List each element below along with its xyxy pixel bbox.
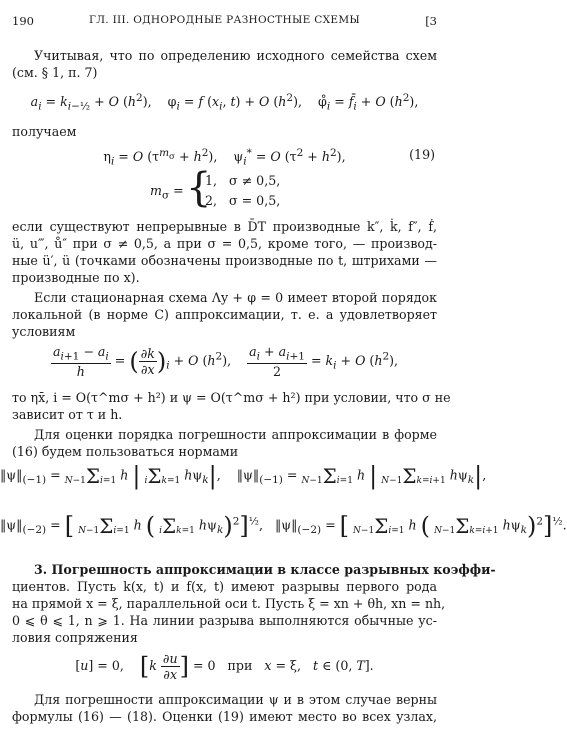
section-number: [3 <box>425 14 437 28</box>
formula-conditions: $\frac{a_{i+1} - a_i}{h}$ = ( $\frac{\partial k}{\partial x}$ )$_i + O$ $(h^2)$, $\frac{a_i + a_{i+1}}{2}$ = $k_i + O$ $(h^2)$, <box>52 344 399 379</box>
formula-orders: $\eta_i = O$ $(\tau^{m_\sigma} + h^2)$, $\psi_i^* = O$ $(\tau^2 + h^2)$, <box>103 147 346 168</box>
formula-coefficients: $a_i = k_{i-\frac{1}{2}} + O$ $(h^2)$, $\varphi_i = f$ ($x_i$, t) + O $(h^2)$, $\varphi̊_i$ = $f̄_i + O$ $(h^2)$, <box>30 92 419 113</box>
text-line: условиям <box>12 324 76 339</box>
formula-norm-minus-1: $‖\psi‖_{(-1)} = N-1\Sigma i=1$ h | iΣk=1 $h\psi_k|$, $‖\psi‖_{(-1)} = N-1\Sigma i=1$ h | N−1Σk=i+1 $h\psi_k|$, <box>0 462 487 490</box>
text-line: производные по x). <box>12 270 140 285</box>
text-line: ные ü′, ü (точками обозначены производные по t, штрихами — <box>12 253 437 268</box>
text-line: получаем <box>12 124 77 139</box>
section-heading: 3. Погрешность аппроксимации в классе разрывных коэффи- <box>34 562 496 577</box>
text-line: если существуют непрерывные в D̄T производные k″, k̇, f″, ḟ, <box>12 219 437 234</box>
page-number: 190 <box>12 14 34 28</box>
text-line: на прямой x = ξ, параллельной оси t. Пусть ξ = xn + θh, xn = nh, <box>12 596 446 611</box>
running-header <box>0 14 449 30</box>
text-line: локальной (в норме C) аппроксимации, т. е. a удовлетворяет <box>12 307 437 322</box>
chapter-title: ГЛ. III. ОДНОРОДНЫЕ РАЗНОСТНЫЕ СХЕМЫ <box>88 14 361 26</box>
text-line: ü, u‴, ů″ при σ ≠ 0,5, а при σ = 0,5, кроме того, — производ- <box>12 236 437 251</box>
text-line: Если стационарная схема Λy + φ = 0 имеет второй порядок <box>34 290 437 305</box>
text-line: Учитывая, что по определению исходного семейства схем <box>34 48 437 63</box>
text-line: Для оценки порядка погрешности аппроксимации в форме <box>34 427 437 442</box>
text-line: то ηx̄, i = O(τ^mσ + h²) и ψ = O(τ^mσ + h²) при условии, что σ не <box>12 390 451 405</box>
text-line: зависит от τ и h. <box>12 407 123 422</box>
text-line: формулы (16) — (18). Оценки (19) имеют место во всех узлах, <box>12 709 437 724</box>
text-line: 0 ⩽ θ ⩽ 1, n ⩾ 1. На линии разрыва выполняются обычные ус- <box>12 613 437 628</box>
text-line: ловия сопряжения <box>12 630 138 645</box>
book-page: 190 ГЛ. III. ОДНОРОДНЫЕ РАЗНОСТНЫЕ СХЕМЫ [3 Учитывая, что по определению исходного семейства схем (см. § 1, п. 7) $a_i = k_{i-\frac{1}{2}} + O$ $(h^2)$, $\varphi_i = f$ ($x_i$, t) + O $(h^2)$, $\varphi̊_i$ = $f̄_i + O$ $(h^2)$, получаем $\eta_i = O$ $(\tau^{m_\sigma} + h^2)$, $\psi_i^* = O$ $(\tau^2 + h^2)$, (19) $m_\sigma$ = { 1, σ ≠ 0,5, 2, σ = 0,5, если существуют непрерывные в D̄T производные k″, k̇, f″, ḟ, ü, u‴, ů″ при σ ≠ 0,5, а при σ = 0,5, кроме того, — производ- ные ü′, ü (точками обозначены производные по t, штрихами — производные по x). Если стационарная схема Λy + φ = 0 имеет второй порядок локальной (в норме C) аппроксимации, т. е. a удовлетворяет условиям $\frac{a_{i+1} - a_i}{h}$ = ( $\frac{\partial k}{\partial x}$ )$_i + O$ $(h^2)$, $\frac{a_i + a_{i+1}}{2}$ = $k_i + O$ $(h^2)$, то ηx̄, i = O(τ^mσ + h²) и ψ = O(τ^mσ + h²) при условии, что σ не зависит от τ и h. Для оценки порядка погрешности аппроксимации в форме (16) будем пользоваться нормами $‖\psi‖_{(-1)} = N-1\Sigma i=1$ h | iΣk=1 $h\psi_k|$, $‖\psi‖_{(-1)} = N-1\Sigma i=1$ h | N−1Σk=i+1 $h\psi_k|$, $‖\psi‖_{(-2)}$ = [ N−1Σi=1 h ( iΣk=1 $h\psi_k)^2]^{\frac{1}{2}}$, $‖\psi‖_{(-2)}$ = [ N−1Σi=1 h ( N−1Σk=i+1 $h\psi_k)^2]^{\frac{1}{2}}$. 3. Погрешность аппроксимации в классе разрывных коэффи- циентов. Пусть k(x, t) и f(x, t) имеют разрывы первого рода на прямой x = ξ, параллельной оси t. Пусть ξ = xn + θh, xn = nh, 0 ⩽ θ ⩽ 1, n ⩾ 1. На линии разрыва выполняются обычные ус- ловия сопряжения [u] = 0, [k $\frac{\partial u}{\partial x}$ ] = 0 при x = ξ, t ∈ (0, T]. Для погрешности аппроксимации ψ и в этом случае верны формулы (16) — (18). Оценки (19) имеют место во всех узлах, <box>0 14 567 724</box>
text-line: (16) будем пользоваться нормами <box>12 444 239 459</box>
text-line: Для погрешности аппроксимации ψ и в этом случае верны <box>34 692 437 707</box>
text-line: циентов. Пусть k(x, t) и f(x, t) имеют разрывы первого рода <box>12 579 437 594</box>
equation-number: (19) <box>409 147 435 162</box>
formula-jump-conditions: [u] = 0, [k $\frac{\partial u}{\partial x}$ ] = 0 при x = ξ, t ∈ (0, T]. <box>75 651 374 682</box>
formula-norm-minus-2: $‖\psi‖_{(-2)}$ = [ N−1Σi=1 h ( iΣk=1 $h\psi_k)^2]^{\frac{1}{2}}$, $‖\psi‖_{(-2)}$ = [ N−1Σi=1 h ( N−1Σk=i+1 $h\psi_k)^2]^{\frac{1}{2}}$. <box>0 512 567 540</box>
text-line: (см. § 1, п. 7) <box>12 65 98 80</box>
